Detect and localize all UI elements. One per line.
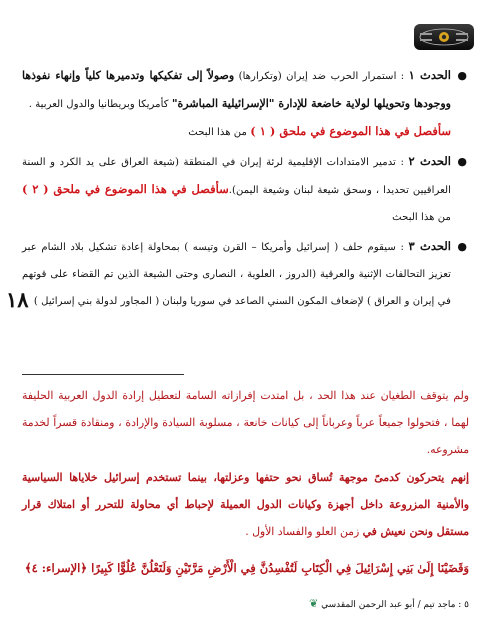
event-text: : استمرار الحرب ضد إيران (وتكرارها) — [234, 71, 409, 82]
section-divider — [22, 374, 184, 375]
commentary-bold-text: إنهم يتحركون كدمىً موجهة تُساق نحو حتفها وعزلتها، بينما تستخدم إسرائيل خلاياها السياسية والأمنية المزروعة داخل أجهزة وكيانات الدول العميلة لإحباط أي محاولة للتحرر أو امتلاك قرار مستقل ونحن نعيش في — [22, 470, 469, 539]
commentary-paragraph — [22, 464, 469, 546]
event-label: الحدث ٢ — [408, 154, 452, 168]
event-label: الحدث ٣ — [408, 239, 451, 253]
bullet-dot-icon: ● — [457, 240, 467, 253]
bullet-dot-icon: ● — [457, 155, 467, 168]
event-item — [22, 62, 467, 146]
event-label: الحدث ١ — [408, 68, 451, 82]
commentary-text: زمن العلو والفساد الأول . — [245, 525, 363, 539]
events-list — [22, 62, 467, 317]
event-text: كأمريكا وبريطانيا والدول العربية . — [28, 99, 172, 110]
event-text: من هذا البحث — [392, 212, 451, 223]
event-item — [22, 148, 467, 231]
event-text: : سيقوم حلف ( إسرائيل وأمريكا – القرن وتيسه ) بمحاولة إعادة تشكيل بلاد الشام عبر تعزيز التحالفات الإثنية والعرقية (الدروز ، العلوية ، النصارى وحتى الشيعة الذين تم القضاء على قوتهم في إيران و العراق ) لإضعاف المكون السني الصاعد في سوريا ولبنان ( المجاور لدولة بني إسرائيل ) — [22, 242, 451, 307]
event-item — [22, 233, 467, 315]
appendix-reference: سأفصل في هذا الموضوع في ملحق ( ٢ ) — [22, 182, 229, 196]
bullet-dot-icon: ● — [457, 69, 467, 82]
commentary — [22, 382, 469, 545]
commentary-paragraph: ولم يتوقف الطغيان عند هذا الحد ، بل امتدت إفرازاته السامة لتعطيل إرادة الدول العربية الحليفة لهما ، فتحولوا جميعاً عرباً وعرباناً إلى كيانات خانعة ، مسلوبة السيادة والإرادة ، ومنقادة قسراً لخدمة مشروعه. — [22, 389, 469, 457]
appendix-reference: سأفصل في هذا الموضوع في ملحق ( ١ ) — [250, 124, 451, 138]
footnote — [170, 597, 469, 617]
leaf-icon: ❦ — [308, 597, 319, 610]
publisher-logo-icon — [412, 20, 476, 54]
quran-verse: وَقَضَيْنَا إِلَىٰ بَنِي إِسْرَائِيلَ فِي الْكِتَابِ لَتُفْسِدُنَّ فِي الْأَرْضِ مَرَّتَيْنِ وَلَتَعْلُنَّ عُلُوًّا كَبِيرًا ﴿الإسراء: ٤﴾ — [24, 561, 469, 575]
event-text: من هذا البحث — [188, 127, 251, 138]
page-number: ١٨ — [6, 288, 29, 312]
event-text: : تدمير الامتدادات الإقليمية لرئة إيران في المنطقة (شيعة العراق على يد الكرد و السنة العراقيين تحديدا ، وسحق شيعة لبنان وشيعة اليمن). — [22, 157, 451, 196]
event-strong-text: وصولاً إلى تفكيكها وتدميرها كلياً وإنهاء نفوذها ووجودها وتحويلها لولاية خاضعة للإدارة "الإسرائيلية المباشرة" — [22, 69, 451, 110]
footnote-text: ٥ : ماجد تيم / أبو عبد الرحمن المقدسي — [321, 600, 469, 610]
